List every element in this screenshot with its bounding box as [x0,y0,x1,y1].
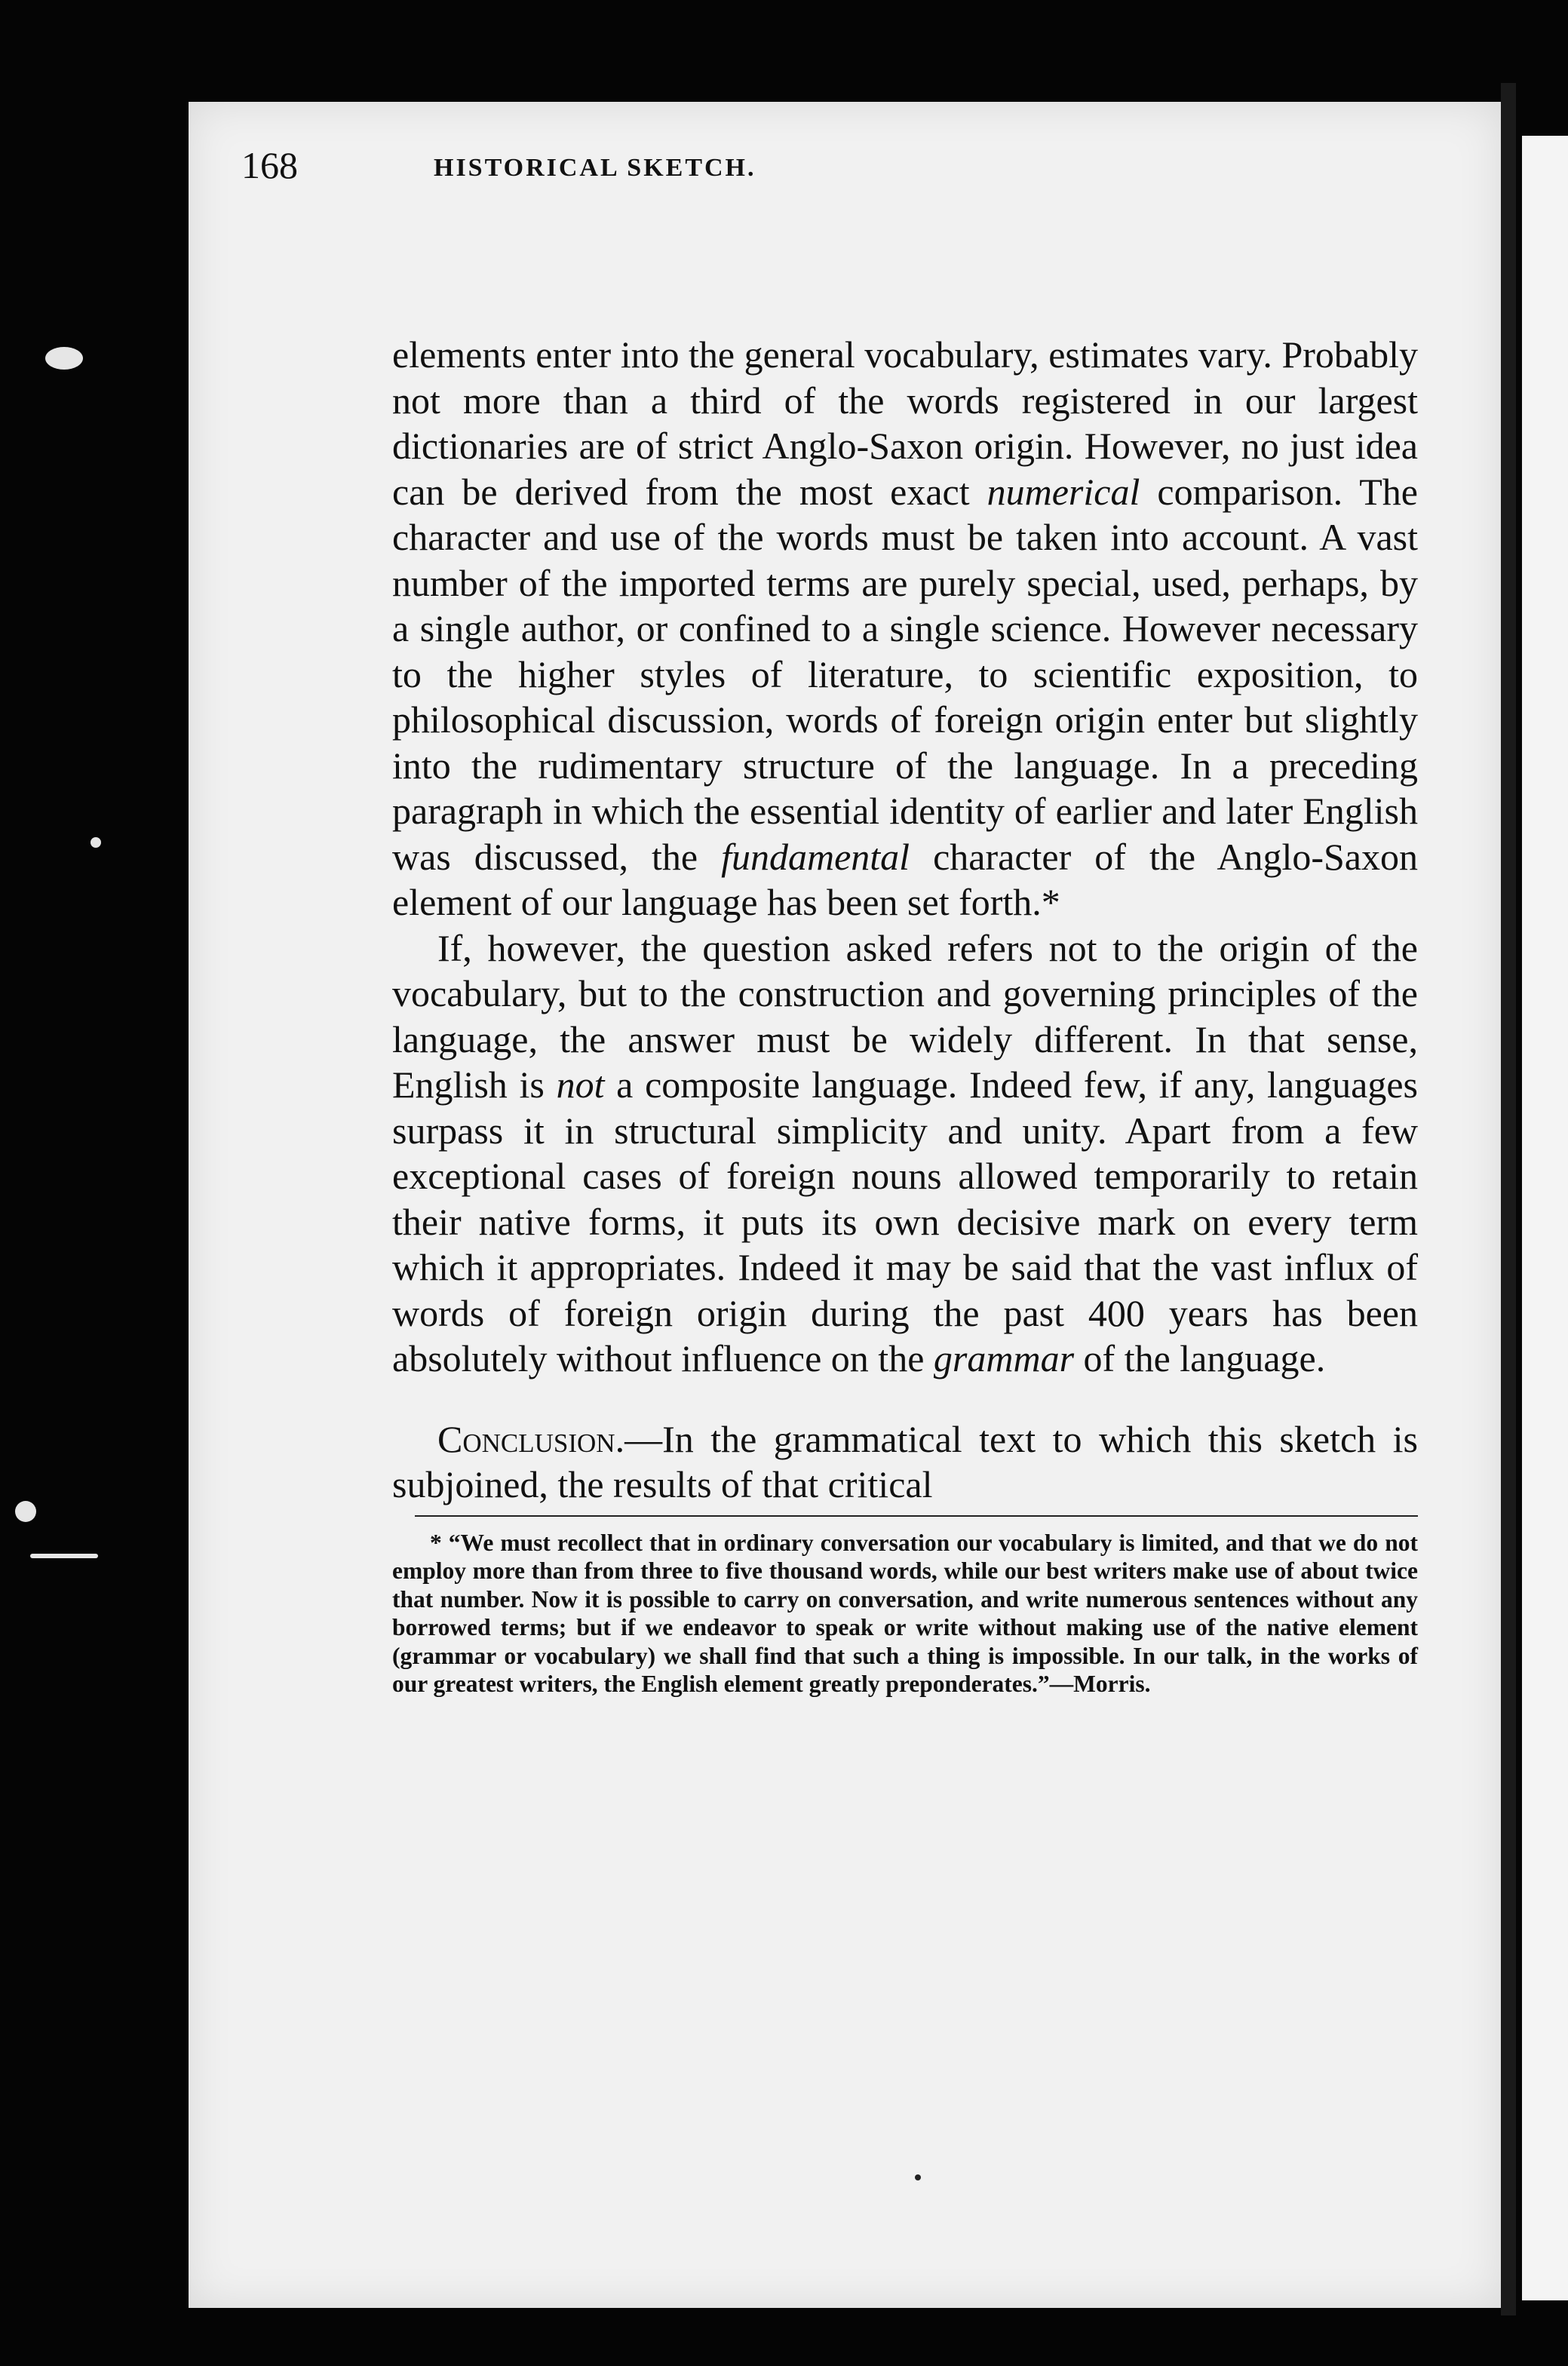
adjacent-page-strip [1522,136,1568,2300]
scan-speck [30,1554,98,1558]
scan-speck [915,2174,921,2180]
footnote-rule [415,1515,1418,1517]
page-header [241,143,1418,196]
page-edge-shadow [1501,83,1516,2315]
scan-speck [15,1501,36,1522]
scan-speck [45,347,83,370]
scan-speck [91,837,101,848]
paragraph: If, however, the question asked refers not to the origin of the vocabulary, but to the construction and governing principles of the language, the answer must be widely different. In that sense, English is not a composite language. Indeed few, if any, languages surpass it in structural simplicity and unity. Apart from a few exceptional cases of foreign nouns allowed temporarily to retain their native forms, it puts its own decisive mark on every term which it appropriates. Indeed it may be said that the vast influx of words of foreign origin during the past 400 years has been absolutely without influence on the grammar of the language. [392,926,1418,1379]
conclusion-paragraph: Conclusion.—In the grammatical text to which this sketch is subjoined, the results of that critical [392,1417,1418,1505]
page-number: 168 [241,144,298,186]
page-body [392,332,1418,1699]
footnote: * “We must recollect that in ordinary conversation our vocabulary is limited, and that we do not employ more than from three to five thousand words, while our best writers make use of about twice that number. Now it is possible to carry on conversation, and write numerous sentences without any borrowed terms; but if we endeavor to speak or write without making use of the native element (grammar or vocabulary) we shall find that such a thing is impossible. In our talk, in the works of our greatest writers, the English element greatly preponderates.”—Morris. [392,1529,1418,1697]
section-label: Conclusion. [437,1417,625,1460]
paragraph: elements enter into the general vocabulary, estimates vary. Probably not more than a third of the words registered in our largest dictionaries are of strict Anglo-Saxon origin. However, no just idea can be derived from the most exact numerical comparison. The character and use of the words must be taken into account. A vast number of the imported terms are purely special, used, perhaps, by a single author, or confined to a single science. However necessary to the higher styles of literature, to scientific exposition, to philosophical discussion, words of foreign origin enter but slightly into the rudimentary structure of the language. In a preceding paragraph in which the essential identity of earlier and later English was discussed, the fundamental character of the Anglo-Saxon element of our language has been set forth.* [392,333,1419,923]
running-head: HISTORICAL SKETCH. [434,154,756,182]
